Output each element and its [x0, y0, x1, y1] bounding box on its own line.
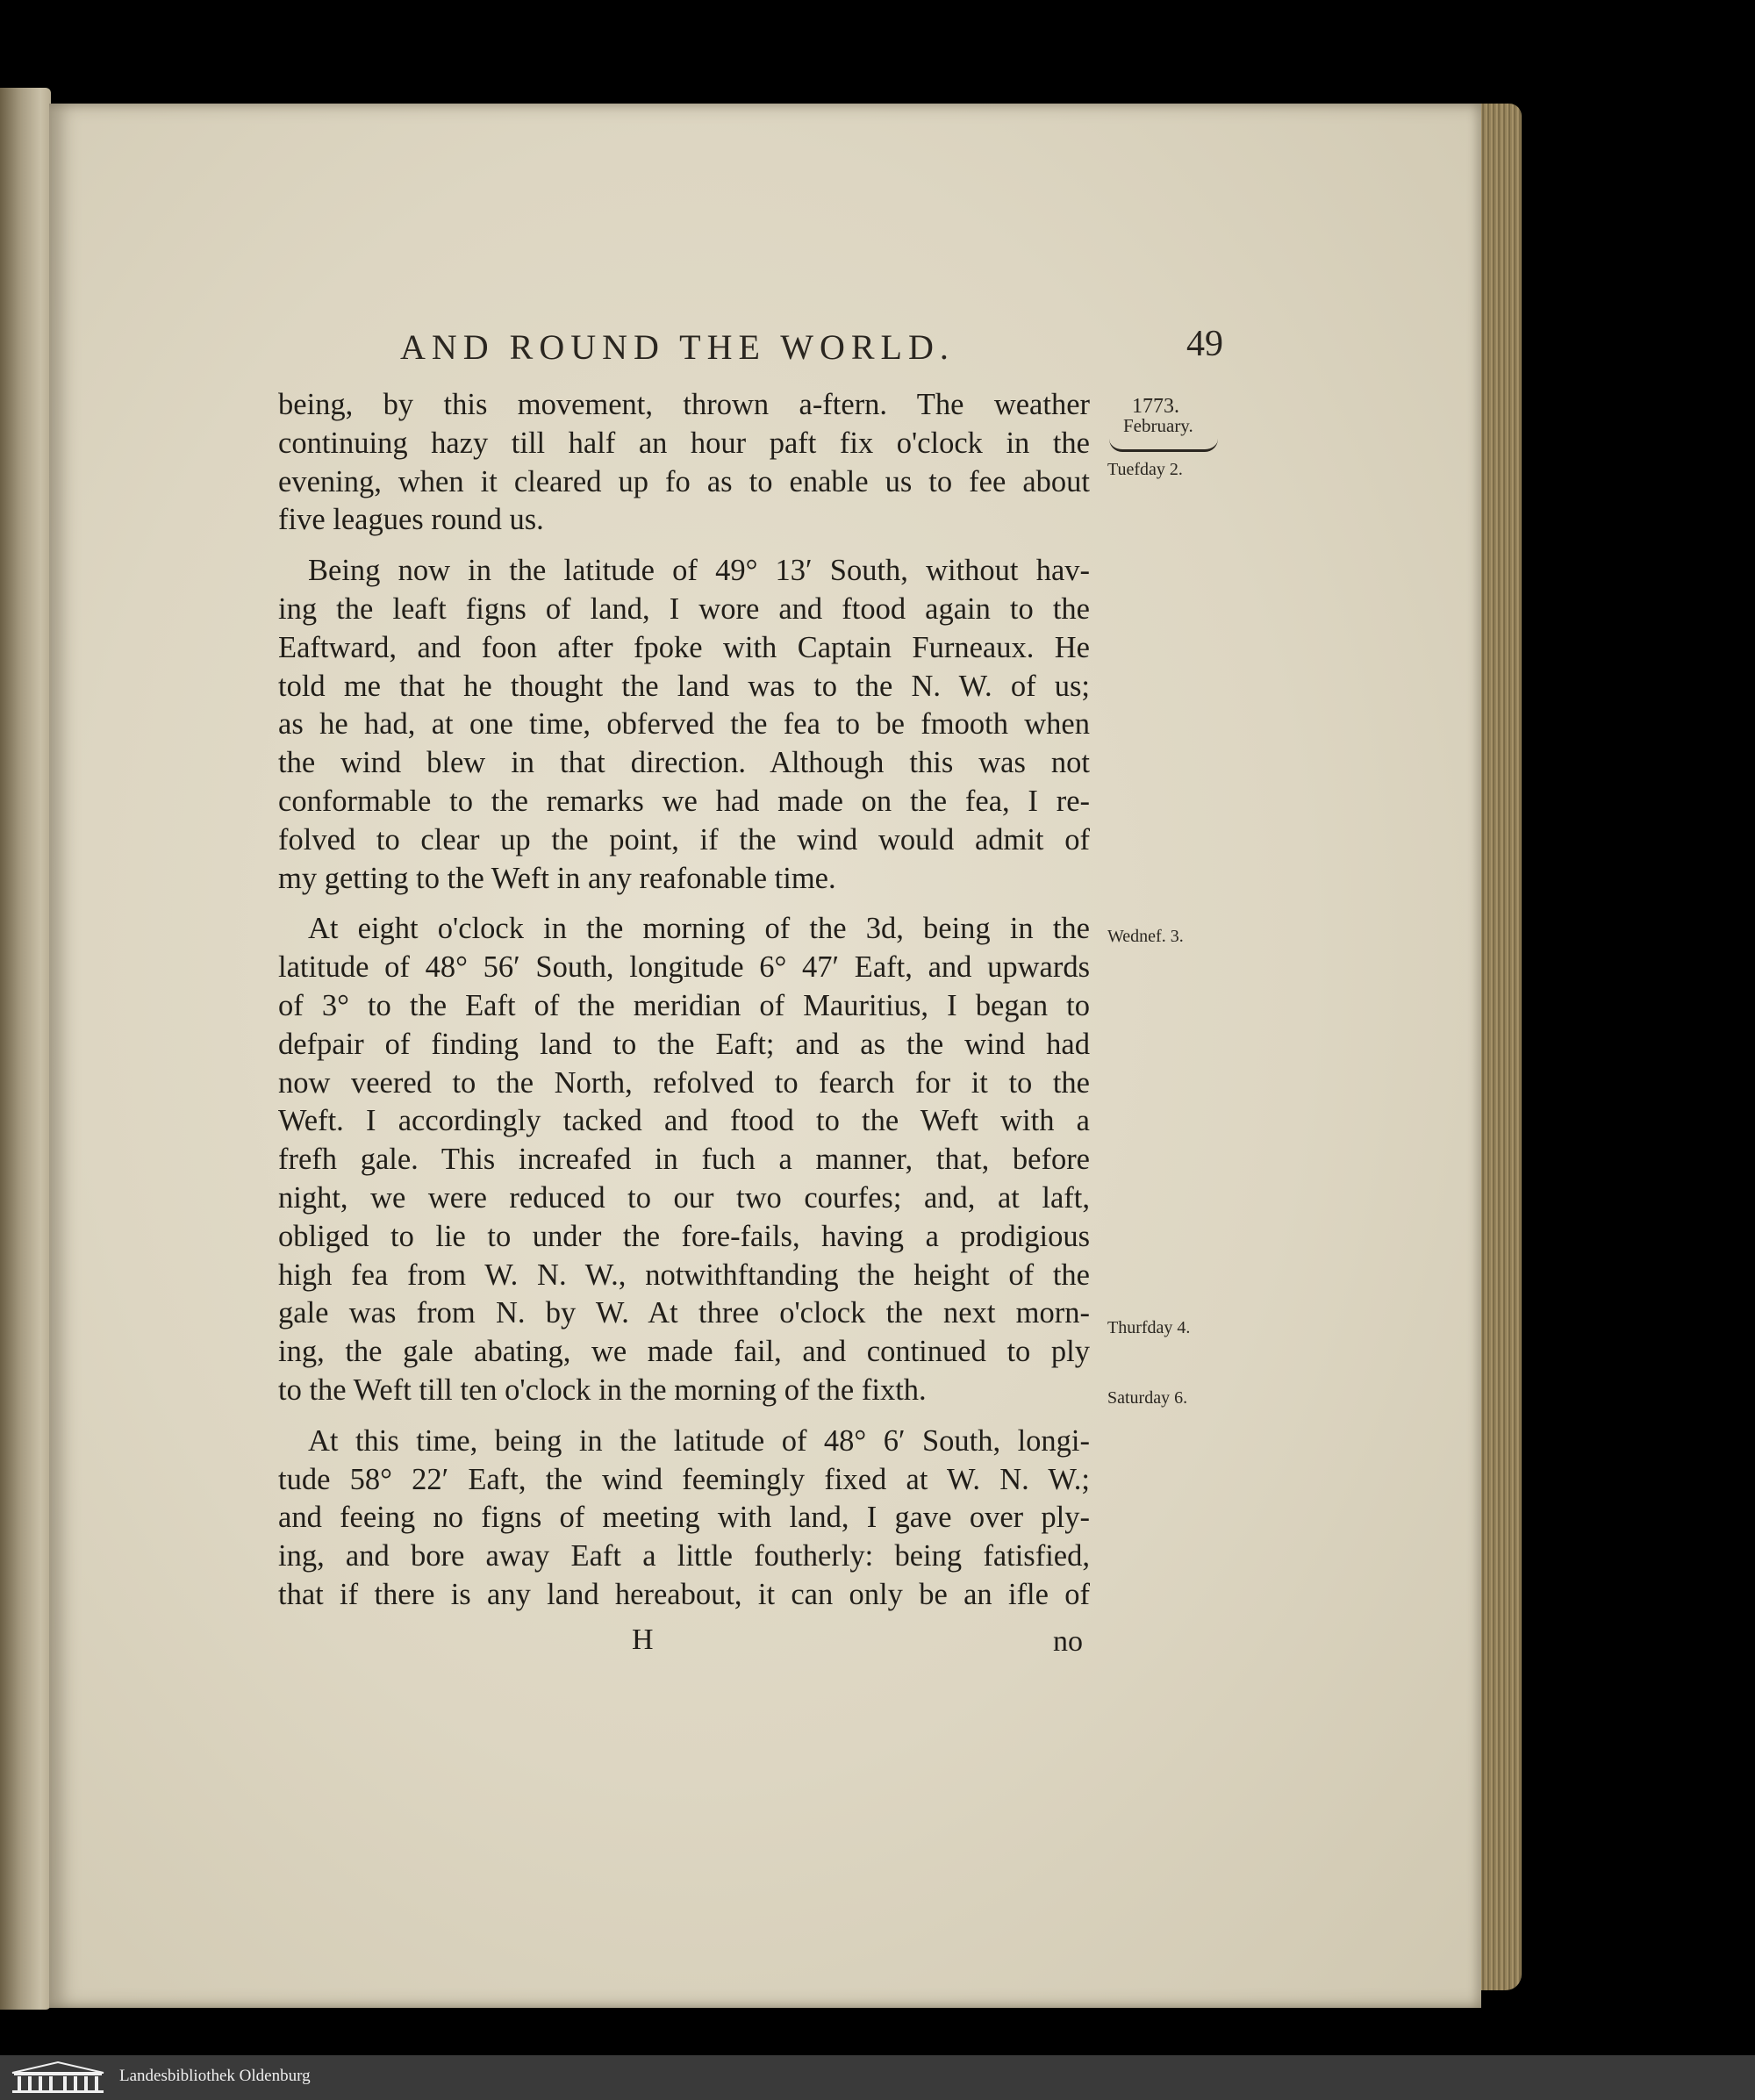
text-line: obliged to lie to under the fore-fails, having a prodigious [278, 1219, 1090, 1253]
text-line: continuing hazy till half an hour paft fix o'clock in the [278, 426, 1090, 460]
text-line: being, by this movement, thrown a-ftern. The weather [278, 388, 1090, 421]
catchword: no [1053, 1625, 1083, 1658]
text-line: conformable to the remarks we had made on the fea, I re- [278, 784, 1090, 818]
text-line: Weft. I accordingly tacked and ftood to the Weft with a [278, 1104, 1090, 1138]
text-line: as he had, at one time, obferved the fea to be fmooth when [278, 707, 1090, 742]
text-line: night, we were reduced to our two courfes; and, at laft, [278, 1180, 1090, 1215]
text-line: At eight o'clock in the morning of the 3d, being in the [308, 912, 1090, 946]
paragraph-2 [278, 552, 1090, 898]
margin-brace [1109, 439, 1218, 452]
margin-date-saturday: Saturday 6. [1107, 1388, 1188, 1408]
text-line: the wind blew in that direction. Although this was not [278, 746, 1090, 780]
text-line: Being now in the latitude of 49° 13′ South, without hav- [308, 554, 1090, 588]
text-line: now veered to the North, refolved to fearch for it to the [278, 1065, 1090, 1100]
text-line: and feeing no figns of meeting with land, I gave over ply- [278, 1501, 1090, 1535]
margin-month: February. [1123, 415, 1193, 436]
text-line: defpair of finding land to the Eaft; and as the wind had [278, 1027, 1090, 1061]
text-line: ing the leaft figns of land, I wore and ftood again to the [278, 591, 1090, 626]
text-line: gale was from N. by W. At three o'clock the next morn- [278, 1296, 1090, 1330]
library-building-icon [9, 2061, 107, 2094]
paragraph-4 [278, 1423, 1090, 1615]
text-line: my getting to the Weft in any reafonable time. [278, 861, 836, 895]
running-title: AND ROUND THE WORLD. [400, 327, 955, 367]
text-line: evening, when it cleared up fo as to enable us to fee about [278, 464, 1090, 498]
text-line: five leagues round us. [278, 503, 544, 537]
text-line: ing, and bore away Eaft a little foutherly: being fatisfied, [278, 1539, 1090, 1573]
text-line: told me that he thought the land was to the N. W. of us; [278, 669, 1090, 703]
facing-page-edge [0, 88, 51, 2010]
margin-date-thursday: Thurfday 4. [1107, 1318, 1191, 1337]
text-line: frefh gale. This increafed in fuch a manner, that, before [278, 1143, 1090, 1177]
text-line: folved to clear up the point, if the wind would admit of [278, 822, 1090, 856]
running-header [351, 323, 1228, 376]
text-line: ing, the gale abating, we made fail, and continued to ply [278, 1335, 1090, 1369]
text-line: tude 58° 22′ Eaft, the wind feemingly fixed at W. N. W.; [278, 1462, 1090, 1496]
paragraph-1 [278, 386, 1090, 540]
margin-date-wednesday: Wednef. 3. [1107, 927, 1184, 946]
page-number: 49 [1186, 324, 1223, 364]
text-line: Eaftward, and foon after fpoke with Captain Furneaux. He [278, 630, 1090, 664]
text-line: that if there is any land hereabout, it can only be an ifle of [278, 1577, 1090, 1611]
margin-year: 1773. [1132, 395, 1179, 418]
signature-mark: H [632, 1623, 654, 1656]
text-line: of 3° to the Eaft of the meridian of Mauritius, I began to [278, 988, 1090, 1022]
text-line: to the Weft till ten o'clock in the morning of the fixth. [278, 1373, 927, 1407]
text-line: high fea from W. N. W., notwithftanding the height of the [278, 1258, 1090, 1292]
margin-date-tuesday: Tuefday 2. [1107, 460, 1183, 479]
body-text [278, 386, 1090, 1615]
paragraph-3 [278, 910, 1090, 1409]
text-line: At this time, being in the latitude of 48° 6′ South, longi- [308, 1423, 1090, 1458]
text-line: latitude of 48° 56′ South, longitude 6° 47′ Eaft, and upwards [278, 950, 1090, 985]
library-footer-bar [0, 2055, 1755, 2100]
library-name: Landesbibliothek Oldenburg [119, 2067, 311, 2085]
